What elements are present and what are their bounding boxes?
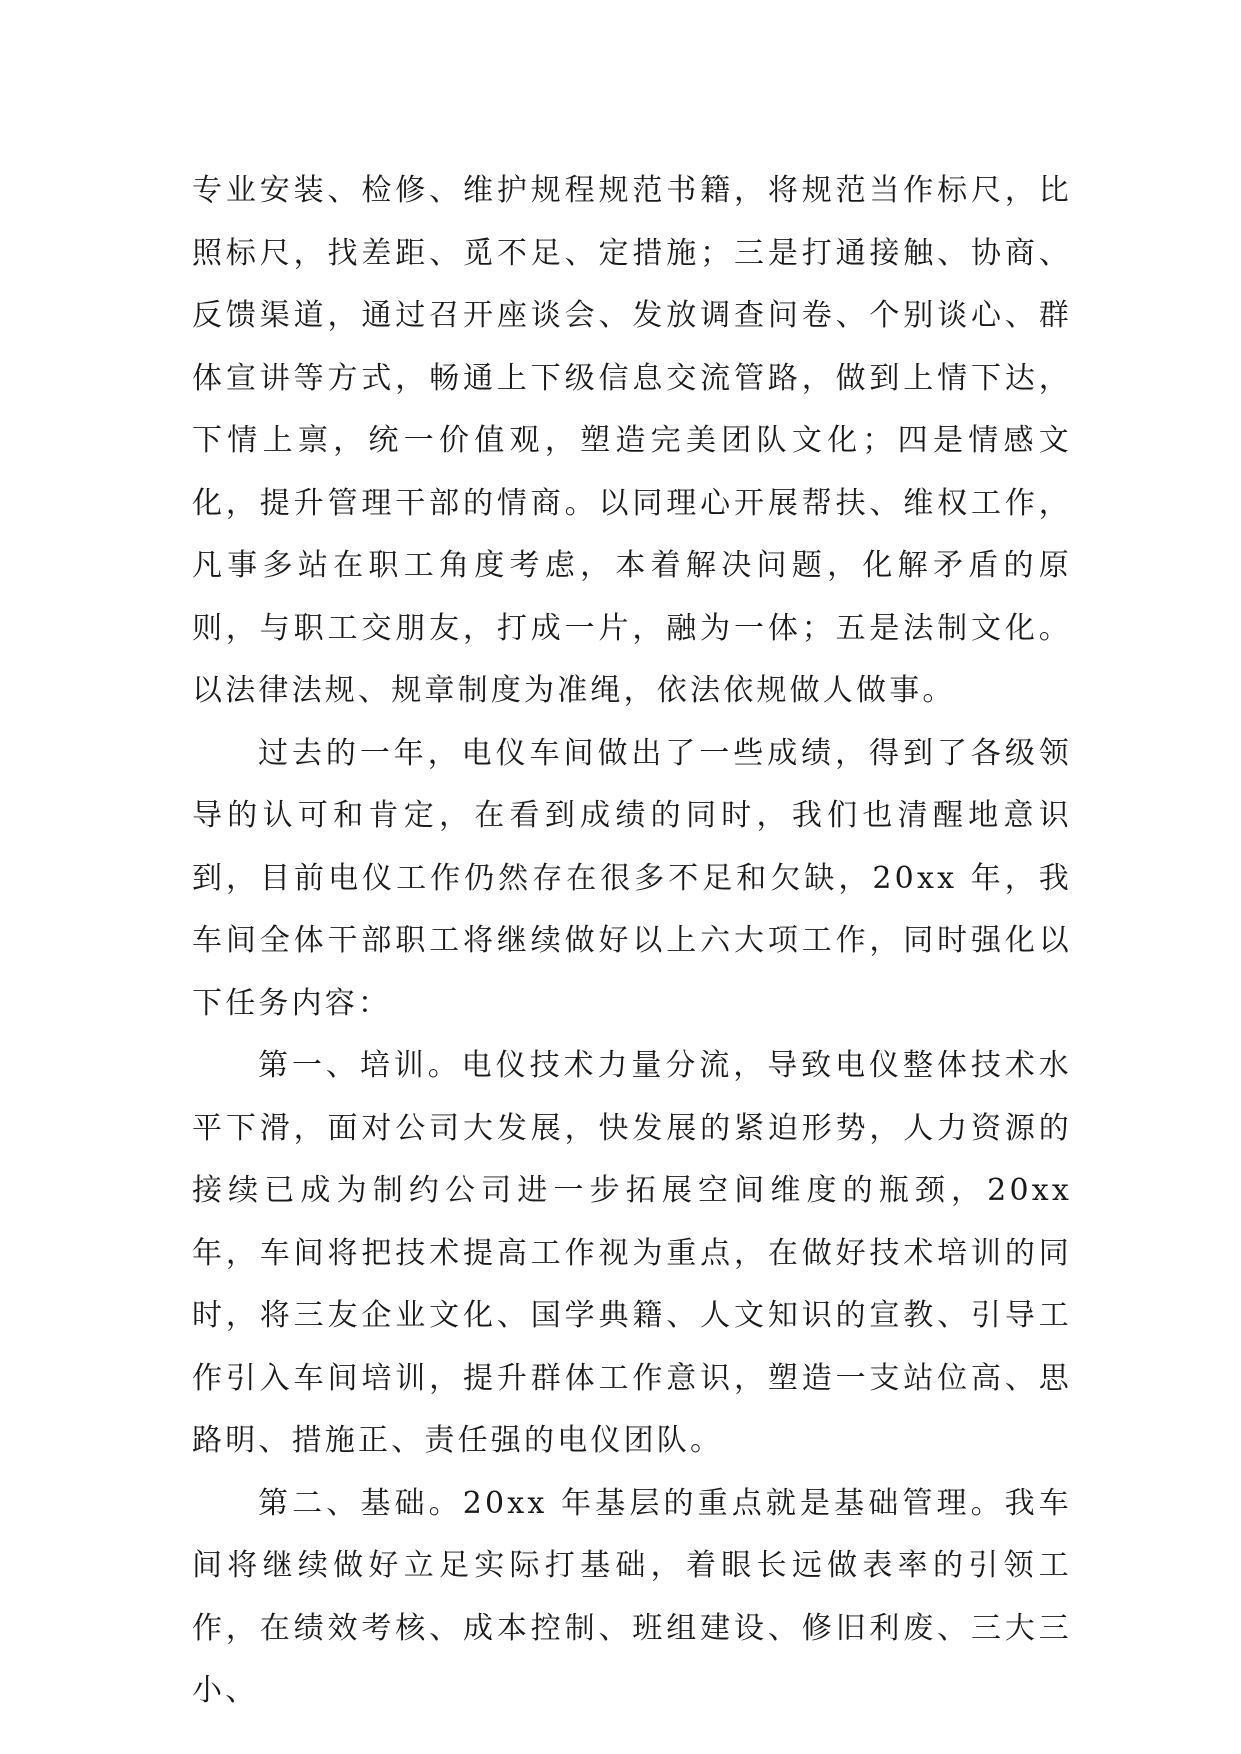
paragraph-culture-building: 专业安装、检修、维护规程规范书籍，将规范当作标尺，比照标尺，找差距、觅不足、定措施；三是打通接触、协商、反馈渠道，通过召开座谈会、发放调查问卷、个别谈心、群体宣讲等方式，畅通上下级信息交流管路，做到上情下达，下情上禀，统一价值观，塑造完美团队文化；四是情感文化，提升管理干部的情商。以同理心开展帮扶、维权工作，凡事多站在职工角度考虑，本着解决问题，化解矛盾的原则，与职工交朋友，打成一片，融为一体；五是法制文化。以法律法规、规章制度为准绳，依法依规做人做事。	[192, 173, 1072, 708]
paragraph-training: 第一、培训。电仪技术力量分流，导致电仪整体技术水平下滑，面对公司大发展，快发展的紧迫形势，人力资源的接续已成为制约公司进一步拓展空间维度的瓶颈，20xx 年，车间将把技术提高工作视为重点，在做好技术培训的同时，将三友企业文化、国学典籍、人文知识的宣教、引导工作引入车间培训，提升群体工作意识，塑造一支站位高、思路明、措施正、责任强的电仪团队。	[192, 1048, 1072, 1458]
paragraph-past-year-summary: 过去的一年，电仪车间做出了一些成绩，得到了各级领导的认可和肯定，在看到成绩的同时，我们也清醒地意识到，目前电仪工作仍然存在很多不足和欠缺，20xx 年，我车间全体干部职工将继续做好以上六大项工作，同时强化以下任务内容：	[192, 735, 1072, 1021]
document-body	[192, 160, 1072, 1723]
paragraph-foundation: 第二、基础。20xx 年基层的重点就是基础管理。我车间将继续做好立足实际打基础，着眼长远做表率的引领工作，在绩效考核、成本控制、班组建设、修旧利废、三大三小、	[192, 1485, 1072, 1708]
